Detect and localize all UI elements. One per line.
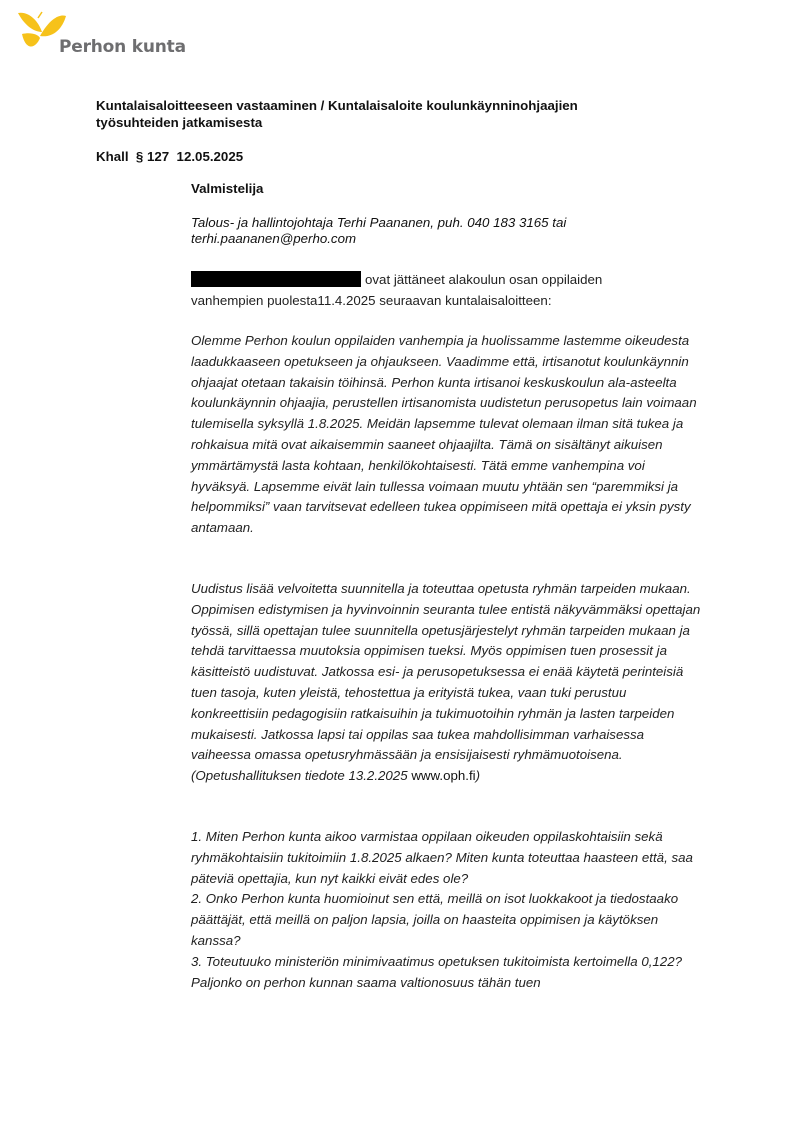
perho-logo	[16, 10, 196, 60]
meeting-reference: Khall § 127 12.05.2025	[96, 149, 244, 164]
logo-text: Perhon kunta	[59, 37, 186, 57]
question-item: 2. Onko Perhon kunta huomioinut sen että, meillä on isot luokkakoot ja tiedostaako päättäjät, että meillä on paljon lapsia, joilla on haasteita oppimisen ja käytöksen kanssa?	[191, 891, 679, 948]
redaction-bar	[191, 271, 361, 287]
initiative-paragraph-2	[191, 579, 703, 787]
paragraph-2-end: )	[475, 768, 481, 784]
intro-paragraph	[191, 269, 661, 311]
paragraph-2-text: Uudistus lisää velvoitetta suunnitella ja toteuttaa opetusta ryhmän tarpeiden mukaan. Oppimisen edistymisen ja hyvinvoinnin seuranta tulee entistä näkyvämmäksi opettajan työssä, sillä opettajan tulee suunnitella opetusjärjestelyt ryhmän tarpeiden mukaan ja tehdä tarvittaessa muutoksia oppimisen tueksi. Myös oppimisen tuen prosessit ja käsitteistö uudistuvat. Jatkossa esi- ja perusopetuksessa ei enää käytetä perinteisiä tuen tasoja, kuten yleistä, tehostettua ja erityistä tukea, vaan tuki perustuu konkreettisiin pedagogisiin ratkaisuihin ja tukimuotoihin ryhmän ja lasten tarpeiden mukaisesti. Jatkossa lapsi tai oppilas saa tukea mahdollisimman varhaisessa vaiheessa omassa opetusryhmässään ja ensisijaisesti ryhmämuotoisena. (Opetushallituksen tiedote 13.2.2025	[191, 581, 701, 784]
oph-link[interactable]: www.oph.fi	[411, 768, 476, 784]
document-title: Kuntalaisaloitteeseen vastaaminen / Kuntalaisaloite koulunkäynninohjaajien työsuhteiden jatkamisesta	[96, 98, 578, 130]
initiative-paragraph-1: Olemme Perhon koulun oppilaiden vanhempia ja huolissamme lastemme oikeudesta laadukkaaseen opetukseen ja ohjaukseen. Vaadimme että, irtisanotut koulunkäynnin ohjaajat otetaan takaisin töihinsä. Perhon kunta irtisanoi keskuskoulun ala-asteelta koulunkäynnin ohjaajia, perustellen irtisanomista uudistetun perusopetus lain voimaan tulemisella syksyllä 1.8.2025. Meidän lapsemme tulevat olemaan ilman sitä tukea ja rohkaisua mitä ovat aikaisemmin saaneet ohjaajilta. Tämä on sisältänyt aikuisen ymmärtämystä lasta kohtaan, henkilökohtaisesti. Tätä emme vanhempina voi hyväksyä. Lapsemme eivät lain tullessa voimaan muutu yhtään sen “paremmiksi ja helpommiksi” vaan tarvitsevat edelleen tukea oppimiseen mitä opettaja ei yksin pysty antamaan.	[191, 333, 697, 536]
preparer-heading: Valmistelija	[191, 181, 264, 196]
intro-text: ovat jättäneet alakoulun osan oppilaiden vanhempien puolesta11.4.2025 seuraavan kuntalaisaloitteen:	[191, 272, 603, 308]
question-item: 3. Toteutuuko ministeriön minimivaatimus opetuksen tukitoimista kertoimella 0,122? Paljonko on perhon kunnan saama valtionosuus tähän tuen	[191, 953, 682, 990]
question-item: 1. Miten Perhon kunta aikoo varmistaa oppilaan oikeuden oppilaskohtaisiin sekä ryhmäkohtaisiin tukitoimiin 1.8.2025 alkaen? Miten kunta toteuttaa haasteen että, saa päteviä opettajia, kun nyt kaikki eivät edes ole?	[191, 829, 693, 886]
questions-list	[191, 827, 703, 993]
preparer-info: Talous- ja hallintojohtaja Terhi Paananen, puh. 040 183 3165 tai terhi.paananen@perho.com	[191, 215, 567, 246]
